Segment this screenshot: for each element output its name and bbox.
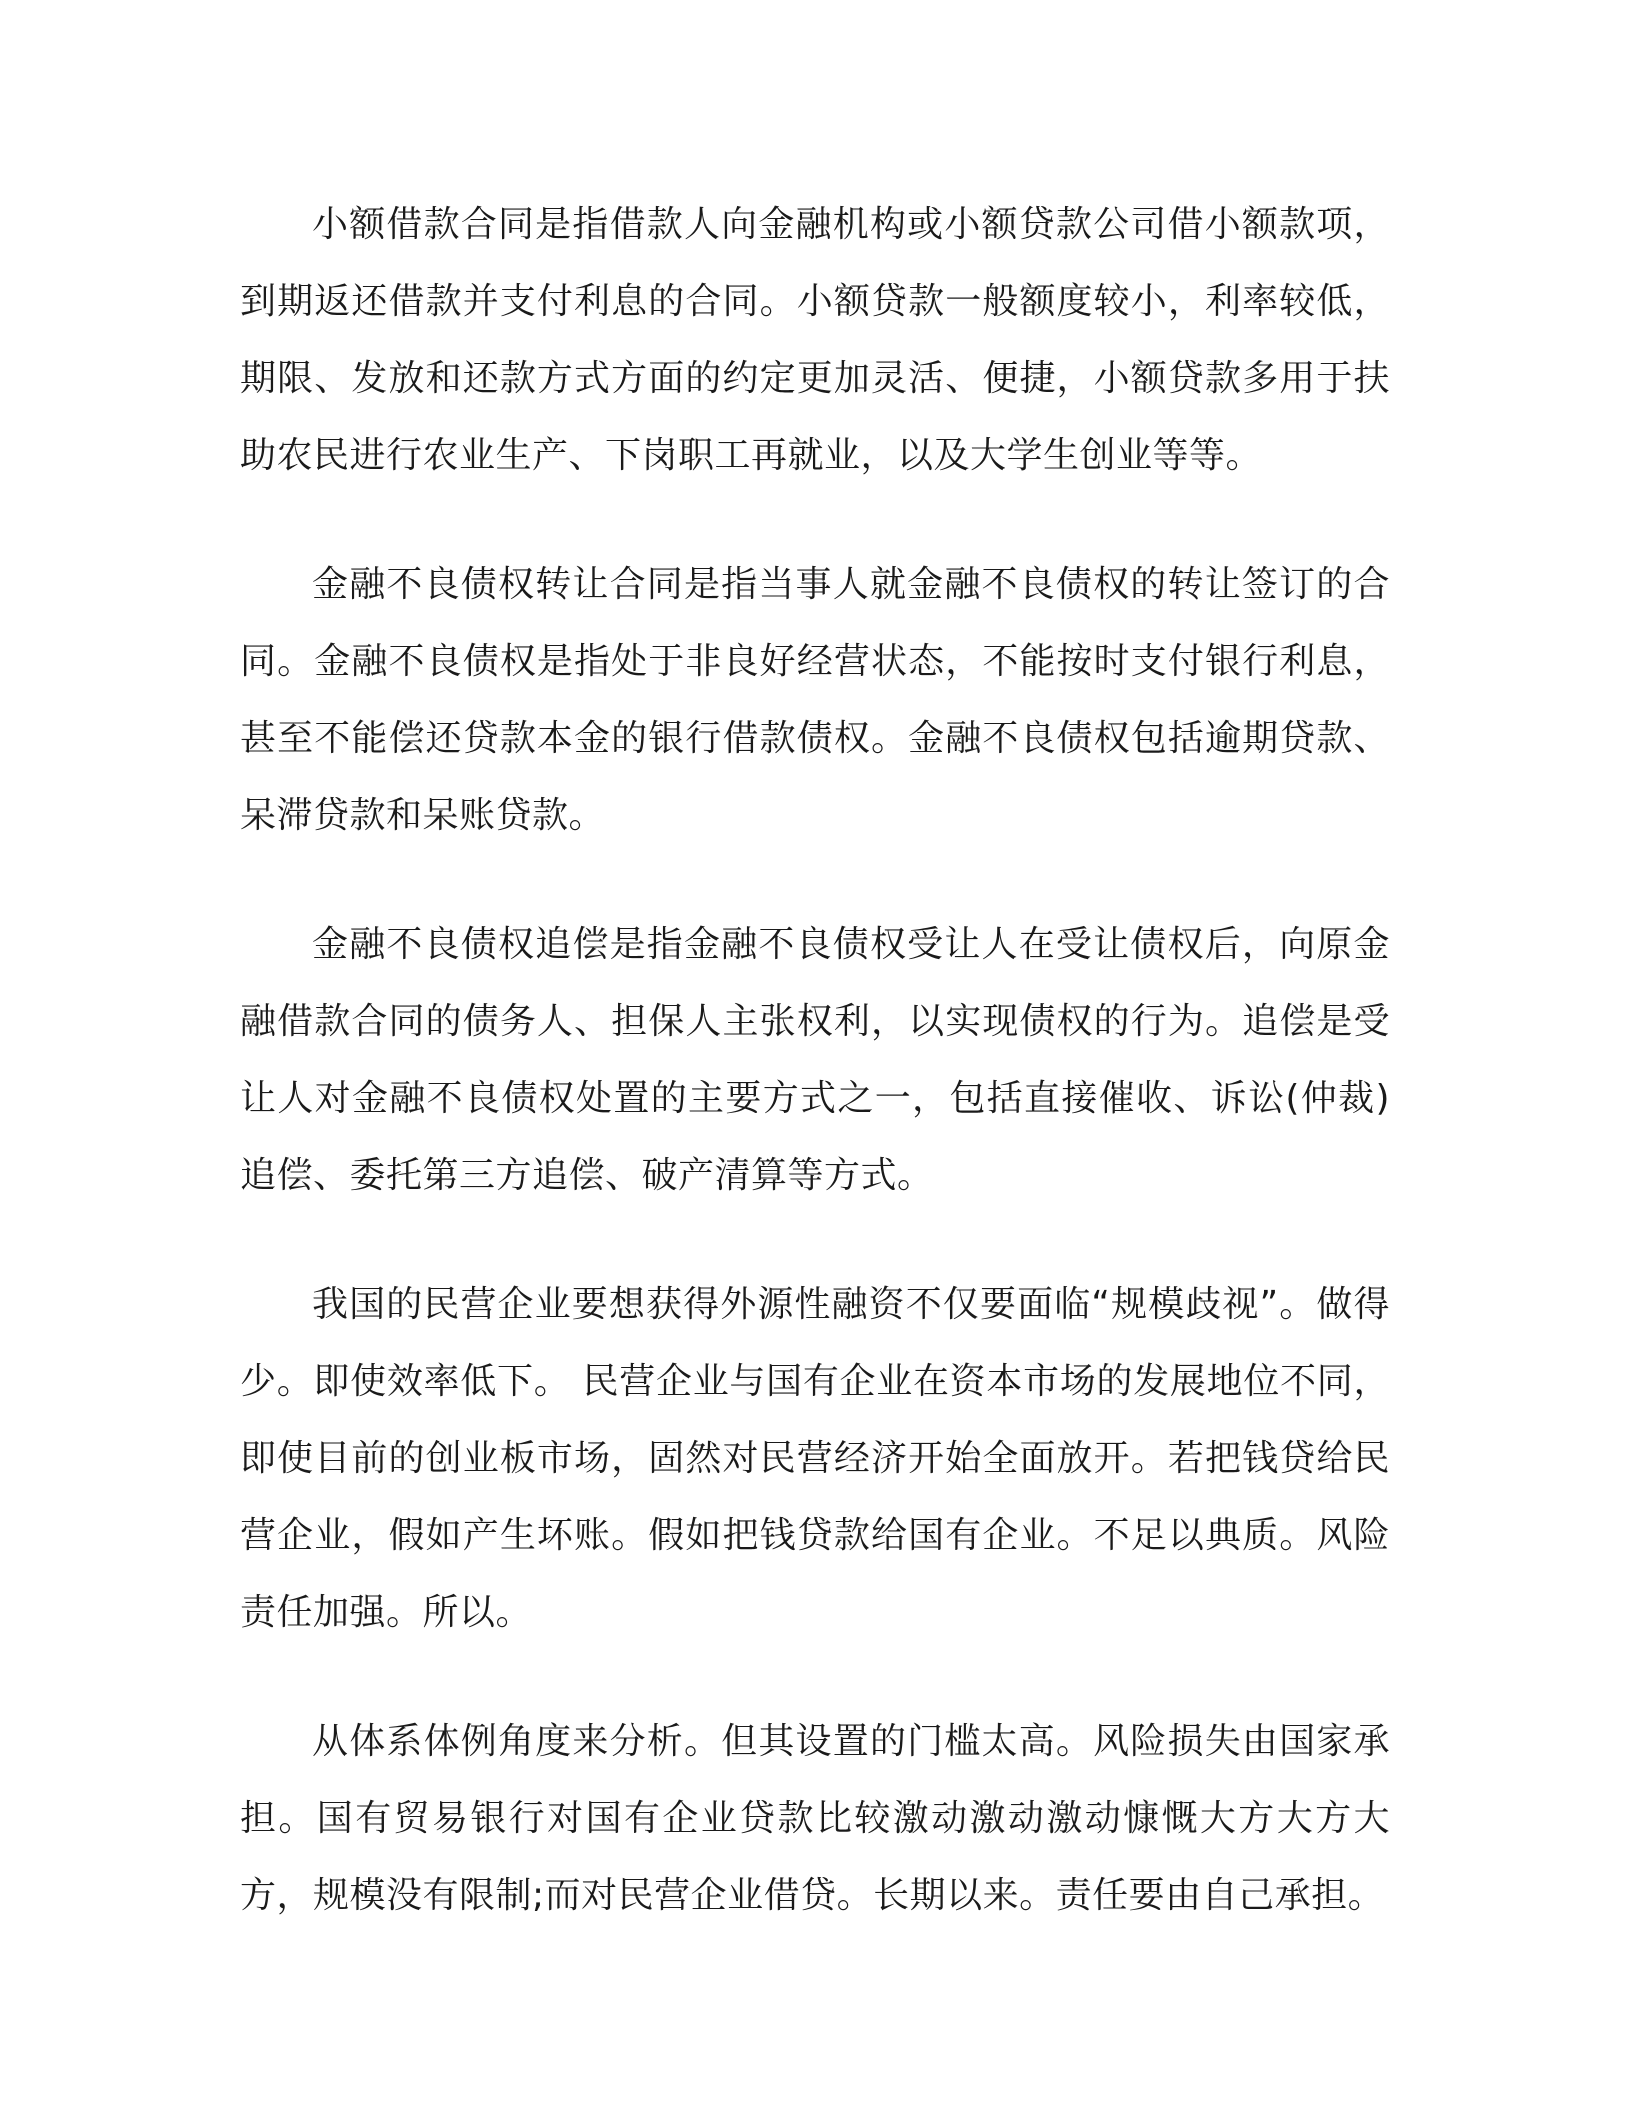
document-body bbox=[240, 186, 1390, 1986]
paragraph-bad-debt-recovery: 金融不良债权追偿是指金融不良债权受让人在受让债权后，向原金融借款合同的债务人、担保人主张权利，以实现债权的行为。追偿是受让人对金融不良债权处置的主要方式之一，包括直接催收、诉讼(仲裁)追偿、委托第三方追偿、破产清算等方式。 bbox=[240, 924, 1390, 1196]
paragraph-bad-debt-transfer: 金融不良债权转让合同是指当事人就金融不良债权的转让签订的合同。金融不良债权是指处于非良好经营状态，不能按时支付银行利息，甚至不能偿还贷款本金的银行借款债权。金融不良债权包括逾期贷款、呆滞贷款和呆账贷款。 bbox=[240, 564, 1390, 836]
paragraph-private-enterprise-financing: 我国的民营企业要想获得外源性融资不仅要面临“规模歧视”。做得少。即使效率低下。 民营企业与国有企业在资本市场的发展地位不同，即使目前的创业板市场，固然对民营经济开始全面放开。若把钱贷给民营企业，假如产生坏账。假如把钱贷款给国有企业。不足以典质。风险责任加强。所以。 bbox=[240, 1284, 1390, 1633]
paragraph-system-analysis: 从体系体例角度来分析。但其设置的门槛太高。风险损失由国家承担。国有贸易银行对国有企业贷款比较激动激动激动慷慨大方大方大方，规模没有限制;而对民营企业借贷。长期以来。责任要由自己承担。 bbox=[240, 1721, 1390, 1916]
paragraph-small-loan-contract: 小额借款合同是指借款人向金融机构或小额贷款公司借小额款项，到期返还借款并支付利息的合同。小额贷款一般额度较小，利率较低，期限、发放和还款方式方面的约定更加灵活、便捷，小额贷款多用于扶助农民进行农业生产、下岗职工再就业，以及大学生创业等等。 bbox=[240, 204, 1390, 476]
